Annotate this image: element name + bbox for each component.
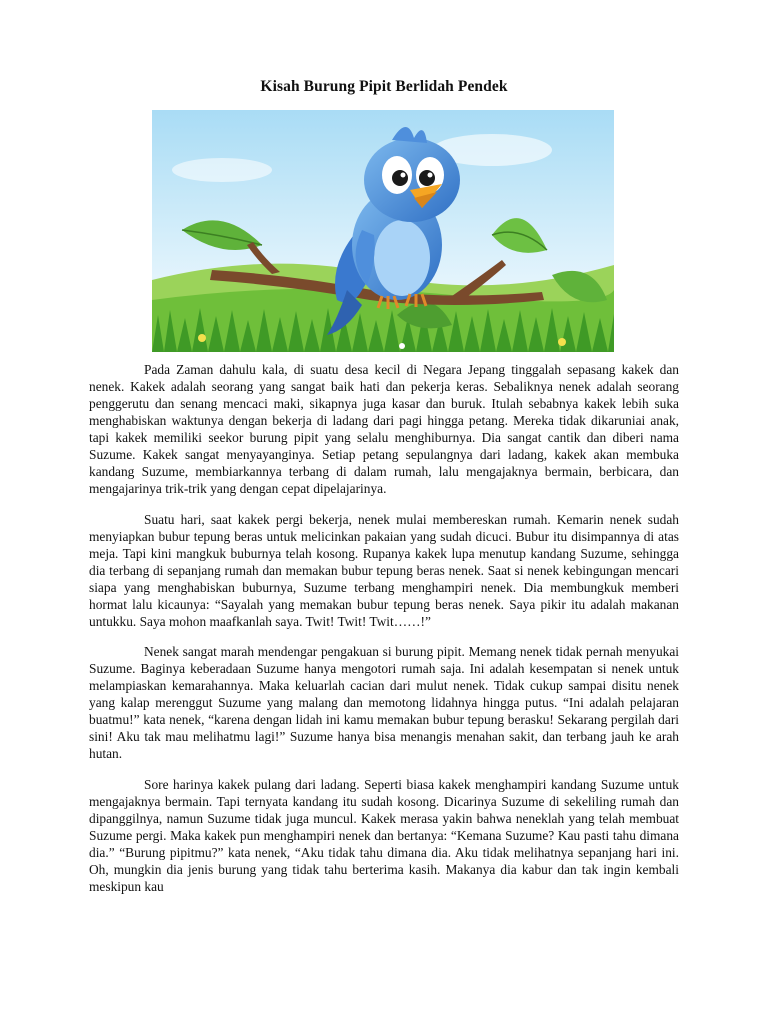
paragraph-1: Pada Zaman dahulu kala, di suatu desa kecil di Negara Jepang tinggalah sepasang kakek dan nenek. Kakek adalah seorang yang sangat baik hati dan pekerja keras. Sebaliknya nenek adalah seorang penggerutu dan senang mencaci maki, sikapnya juga kasar dan buruk. Itulah sebabnya kakek lebih suka menghabiskan waktunya dengan bekerja di ladang dari pagi hingga petang. Mereka tidak dikaruniai anak, tapi kakek memiliki seekor burung pipit yang selalu menghiburnya. Dia sangat cantik dan diberi nama Suzume. Kakek sangat menyayanginya. Setiap petang sepulangnya dari ladang, kakek akan membuka kandang Suzume, membiarkannya terbang di dalam rumah, lalu mengajaknya bermain, berbicara, dan mengajarinya trik-trik yang dengan cepat dipelajarinya.: [89, 362, 679, 496]
paragraph-4: Sore harinya kakek pulang dari ladang. Seperti biasa kakek menghampiri kandang Suzume untuk mengajaknya bermain. Tapi ternyata kandang itu sudah kosong. Dicarinya Suzume di sekeliling rumah dan dipanggilnya, namun Suzume tidak juga muncul. Kakek merasa yakin bahwa neneklah yang telah membuat Suzume pergi. Maka kakek pun menghampiri nenek dan bertanya: “Kemana Suzume? Kau pasti tahu dimana dia.” “Burung pipitmu?” kata nenek, “Aku tidak tahu dimana dia. Aku tidak melihatnya sepanjang hari ini. Oh, mungkin dia jenis burung yang tidak tahu berterima kasih. Makanya dia kabur dan tak ingin kembali meskipun kau: [89, 776, 679, 894]
story-body: [89, 361, 679, 908]
bird-illustration: [152, 110, 614, 352]
story-title: Kisah Burung Pipit Berlidah Pendek: [260, 78, 508, 95]
paragraph-3: Nenek sangat marah mendengar pengakuan si burung pipit. Memang nenek tidak pernah menyukai Suzume. Baginya keberadaan Suzume hanya mengotori rumah saja. Ini adalah kesempatan si nenek untuk melampiaskan kemarahannya. Maka keluarlah cacian dari mulut nenek. Tidak cukup sampai disitu nenek yang kalap merenggut Suzume yang malang dan memotong lidahnya hingga putus. “Ini adalah pelajaran buatmu!” kata nenek, “karena dengan lidah ini kamu memakan bubur tepung berasku! Sekarang pergilah dari sini! Aku tak mau melihatmu lagi!” Suzume hanya bisa menangis menahan sakit, dan terbang jauh ke arah hutan.: [89, 644, 679, 762]
paragraph-2: Suatu hari, saat kakek pergi bekerja, nenek mulai membereskan rumah. Kemarin nenek sudah menyiapkan bubur tepung beras untuk melicinkan pakaian yang sudah dicuci. Bubur itu disimpannya di atas meja. Tapi kini mangkuk buburnya telah kosong. Rupanya kakek lupa menutup kandang Suzume, sehingga dia terbang di sepanjang rumah dan memakan bubur tepung beras nenek. Saat si nenek kebingungan mencari siapa yang menghabiskan buburnya, Suzume terbang menghampiri nenek. Dia membungkuk memberi hormat lalu kicaunya: “Sayalah yang memakan bubur tepung beras nenek. Saya pikir itu adalah makanan untukku. Saya mohon maafkanlah saya. Twit! Twit! Twit……!”: [89, 511, 679, 629]
